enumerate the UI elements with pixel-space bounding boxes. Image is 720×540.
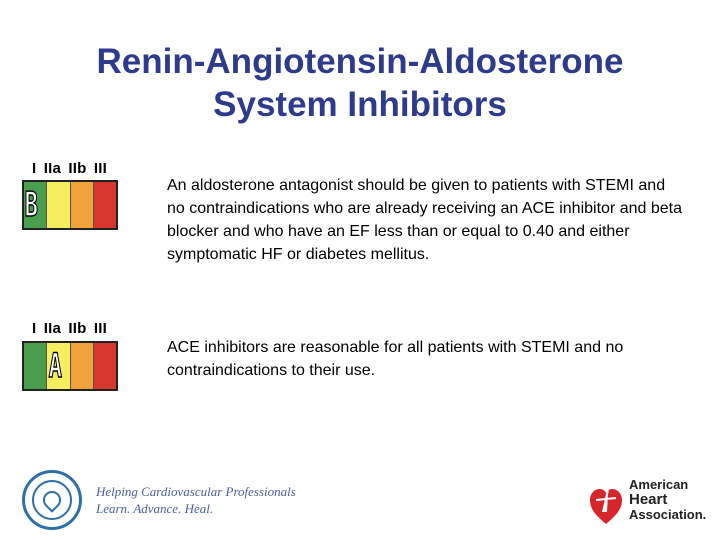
heart-torch-icon xyxy=(588,478,624,526)
aha-line-2: Heart xyxy=(629,491,668,508)
acc-seal-icon xyxy=(22,470,82,530)
level-of-evidence-2: A xyxy=(48,346,62,386)
class-header-1: I IIa IIb III xyxy=(32,160,107,177)
acc-tagline-line-2: Learn. Advance. Heal. xyxy=(96,501,214,516)
class-iii-column xyxy=(94,182,116,228)
aha-line-1: American xyxy=(629,477,689,492)
aha-line-3: Association. xyxy=(629,507,707,522)
aha-wordmark xyxy=(629,478,706,522)
class-iia-column xyxy=(47,182,70,228)
level-of-evidence-1: B xyxy=(24,185,38,225)
acc-tagline-line-1: Helping Cardiovascular Professionals xyxy=(96,484,296,499)
title-line-1: Renin-Angiotensin-Aldosterone xyxy=(96,42,624,81)
class-i-column xyxy=(24,343,47,389)
recommendation-class-box-2 xyxy=(22,341,118,391)
title-line-2: System Inhibitors xyxy=(213,85,507,124)
class-iib-column xyxy=(71,343,94,389)
recommendation-text-1: An aldosterone antagonist should be given to patients with STEMI and no contraindications who are already receiving an ACE inhibitor and beta blocker and who have an EF less than or equal to 0.40 and either symptomatic HF or diabetes mellitus. xyxy=(167,177,682,263)
acc-footer xyxy=(22,470,296,530)
class-header-2: I IIa IIb III xyxy=(32,320,107,337)
acc-tagline xyxy=(96,483,296,517)
slide-title xyxy=(40,40,680,126)
class-iib-column xyxy=(71,182,94,228)
recommendation-text-2: ACE inhibitors are reasonable for all patients with STEMI and no contraindications to their use. xyxy=(167,339,624,379)
class-iii-column xyxy=(94,343,116,389)
aha-footer xyxy=(588,478,706,526)
